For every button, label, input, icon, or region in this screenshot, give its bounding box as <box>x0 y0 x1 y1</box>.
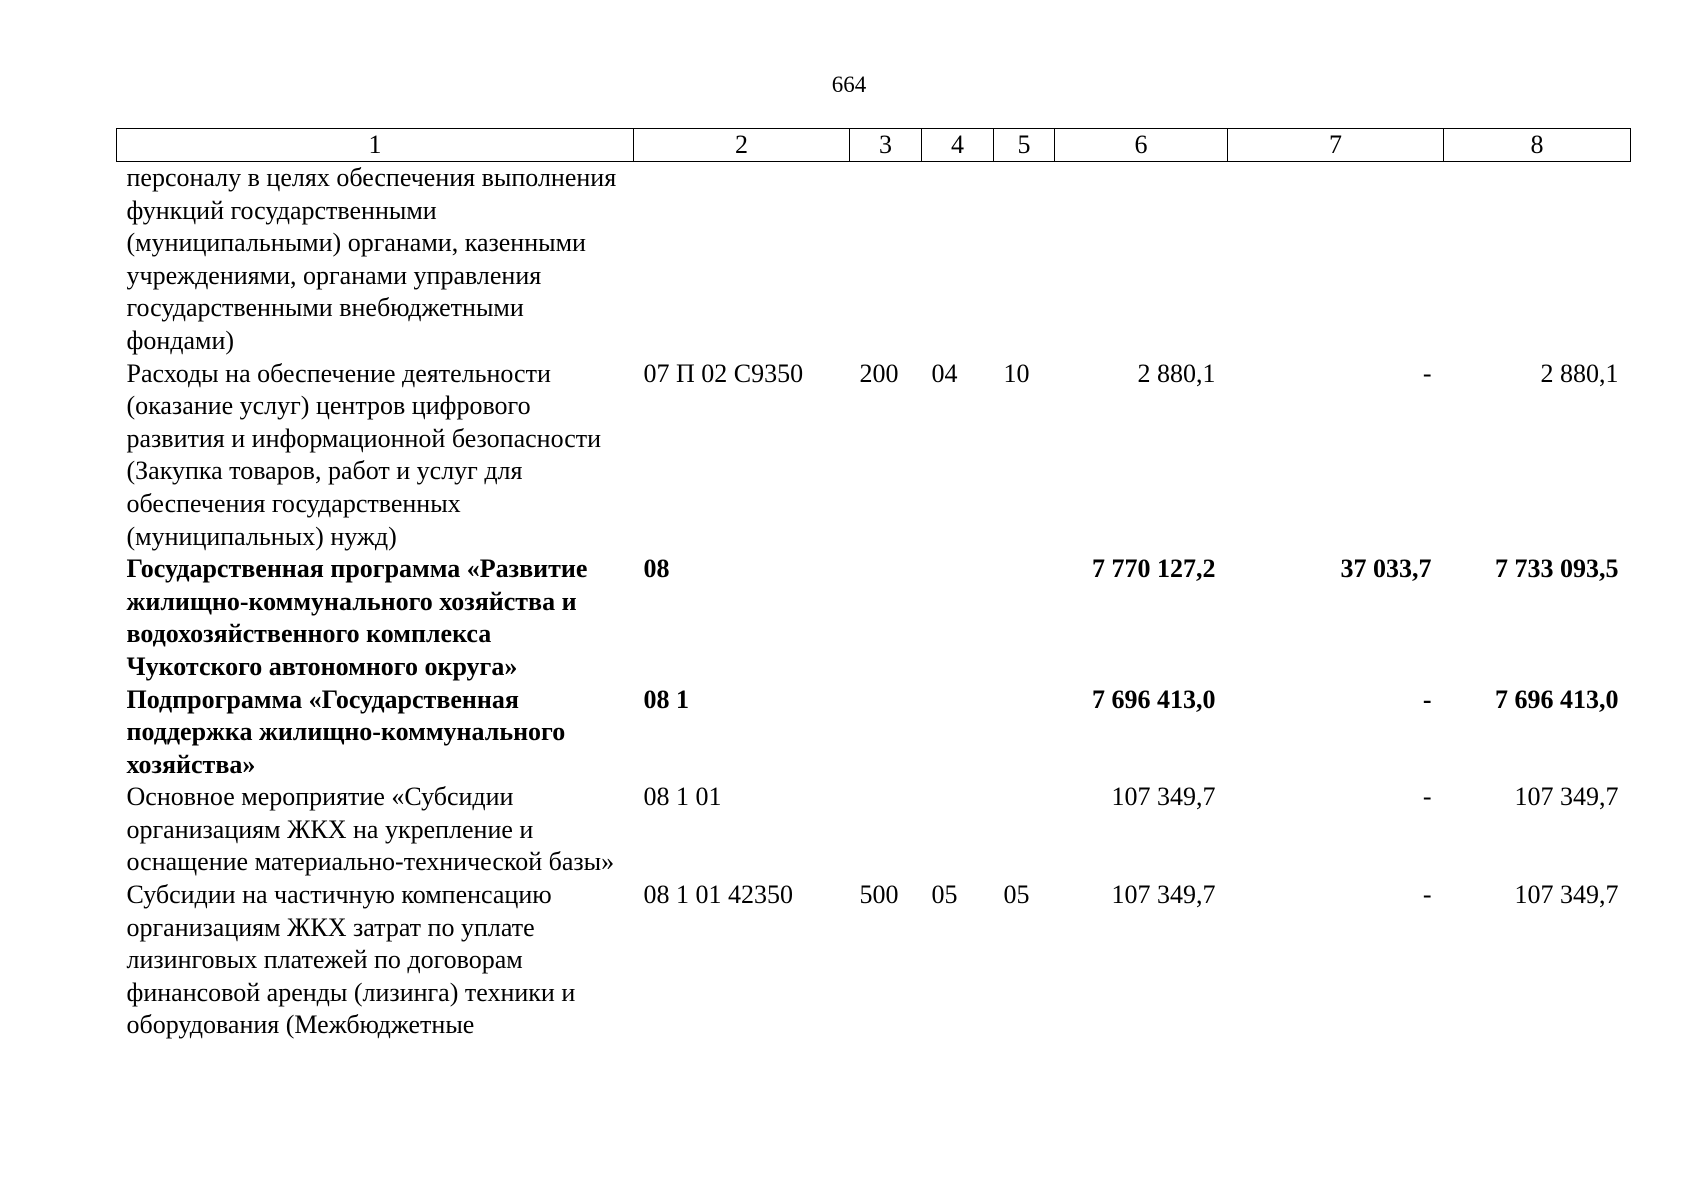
row-amount-regional: 2 880,1 <box>1540 358 1619 388</box>
row-amount-total: 7 770 127,2 <box>1092 554 1216 584</box>
row-name: Основное мероприятие «Субсидии организациям ЖКХ на укрепление и оснащение материально-технической базы» <box>126 782 615 877</box>
row-section <box>922 553 994 683</box>
row-type <box>850 684 922 782</box>
row-code: 08 1 01 <box>643 782 722 812</box>
row-name: Подпрограмма «Государственная поддержка жилищно-коммунального хозяйства» <box>126 684 566 779</box>
table-row <box>117 162 1631 358</box>
row-amount-federal: - <box>1422 880 1432 910</box>
row-type <box>850 162 922 358</box>
header-col-1: 1 <box>117 129 634 162</box>
header-col-2: 2 <box>634 129 850 162</box>
row-name: Расходы на обеспечение деятельности (оказание услуг) центров цифрового развития и информационной безопасности (Закупка товаров, работ и услуг для обеспечения государственных (муниципальных) нужд) <box>126 358 602 551</box>
header-col-7: 7 <box>1228 129 1444 162</box>
row-amount-regional: 7 696 413,0 <box>1495 684 1619 714</box>
table-header <box>117 129 1631 162</box>
row-amount-regional: 107 349,7 <box>1514 782 1619 812</box>
table-row <box>117 358 1631 554</box>
row-code: 08 1 <box>643 684 689 714</box>
row-amount-total: 7 696 413,0 <box>1092 684 1216 714</box>
row-amount-regional <box>1444 162 1631 358</box>
header-col-6: 6 <box>1055 129 1228 162</box>
table-row <box>117 879 1631 1042</box>
row-amount-federal: - <box>1422 358 1432 388</box>
row-section: 05 <box>931 880 958 910</box>
table-row <box>117 684 1631 782</box>
budget-table <box>116 128 1631 1042</box>
page-number: 664 <box>831 72 867 97</box>
row-subsection: 10 <box>1003 358 1030 388</box>
header-row <box>117 129 1631 162</box>
row-type: 500 <box>859 880 899 910</box>
row-code: 07 П 02 С9350 <box>643 358 804 388</box>
table-body <box>117 162 1631 1043</box>
row-subsection: 05 <box>1003 880 1030 910</box>
row-code <box>634 162 850 358</box>
header-col-4: 4 <box>922 129 994 162</box>
row-code: 08 1 01 42350 <box>643 880 793 910</box>
row-section <box>922 684 994 782</box>
row-amount-regional: 7 733 093,5 <box>1495 554 1619 584</box>
row-code: 08 <box>643 554 670 584</box>
row-name: персоналу в целях обеспечения выполнения функций государственными (муниципальными) органами, казенными учреждениями, органами управления государственными внебюджетными фондами) <box>126 163 617 355</box>
row-name: Государственная программа «Развитие жилищно-коммунального хозяйства и водохозяйственного комплекса Чукотского автономного округа» <box>126 554 588 681</box>
row-section: 04 <box>931 358 958 388</box>
row-name: Субсидии на частичную компенсацию организациям ЖКХ затрат по уплате лизинговых платежей по договорам финансовой аренды (лизинга) техники и оборудования (Межбюджетные <box>126 880 576 1040</box>
row-type: 200 <box>859 358 899 388</box>
row-subsection <box>994 781 1055 879</box>
row-amount-total: 107 349,7 <box>1111 880 1216 910</box>
row-amount-federal <box>1228 162 1444 358</box>
table-row <box>117 553 1631 683</box>
table-row <box>117 781 1631 879</box>
header-col-8: 8 <box>1444 129 1631 162</box>
header-col-5: 5 <box>994 129 1055 162</box>
row-amount-total <box>1055 162 1228 358</box>
row-amount-total: 2 880,1 <box>1137 358 1216 388</box>
row-section <box>922 162 994 358</box>
row-amount-federal: 37 033,7 <box>1340 554 1432 584</box>
row-type <box>850 553 922 683</box>
row-amount-federal: - <box>1422 782 1432 812</box>
row-amount-total: 107 349,7 <box>1111 782 1216 812</box>
header-col-3: 3 <box>850 129 922 162</box>
row-amount-federal: - <box>1422 684 1432 714</box>
row-section <box>922 781 994 879</box>
row-subsection <box>994 162 1055 358</box>
row-subsection <box>994 553 1055 683</box>
row-amount-regional: 107 349,7 <box>1514 880 1619 910</box>
row-subsection <box>994 684 1055 782</box>
row-type <box>850 781 922 879</box>
